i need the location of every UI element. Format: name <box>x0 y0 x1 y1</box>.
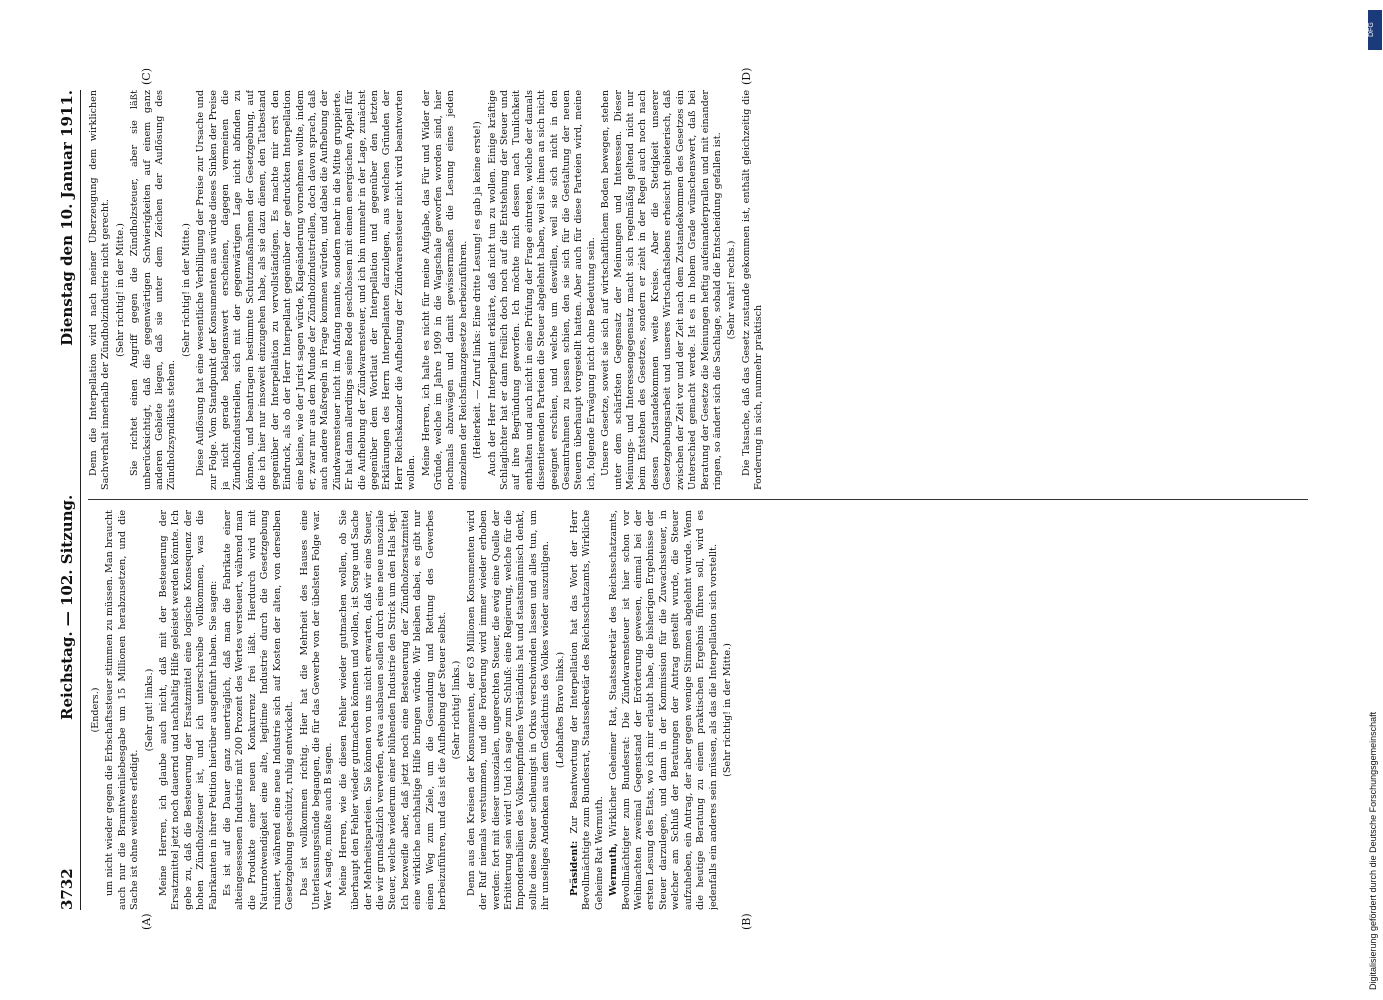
interjection: (Sehr richtig! in der Mitte.) <box>180 223 192 357</box>
interjection: (Enders.) <box>90 687 101 733</box>
header-rule <box>80 90 81 910</box>
column-divider <box>88 499 1308 500</box>
digitization-credit <box>1368 10 1382 990</box>
speech-text: Wirklicher Geheimer Rat, Staatssekretär des Reichsschatzamts, Bevollmächtigter zum Bundesrat: Die Zündwarensteuer ist hier schon vor Weihnachten zweimal Gegenstand der Erörterung gewesen, einmal bei der ersten Lesung des Etats, wo ich mir erlaubt habe, die bisherigen Ergebnisse der Steuer darzulegen, und dann in der Kommission für die Zuwachssteuer, in welcher am Schluß der Beratungen der Antrag gestellt wurde, die Steuer aufzuheben, ein Antrag, der aber gegen wenige Stimmen abgelehnt wurde. Wenn die heutige Beratung zu einem praktischen Ergebnis führen soll, wird es jedenfalls ein anderes sein müssen, als das die Interpellation sich vorstellt. <box>608 510 719 910</box>
speech-text: Zur Beantwortung der Interpellation hat das Wort der Herr Bevollmächtigte zum Bundesrat, Staatssekretär des Reichsschatzamts, Wirkliche Geheime Rat Wermuth. <box>569 510 605 910</box>
paragraph: Es ist auf die Dauer ganz unerträglich, daß man die Fabrikate einer alteingesessenen Industrie mit 200 Prozent des Wertes versteuert, während man die Produkte einer neuen Konkurrenz frei läßt. Hierdurch wird mit Naturnotwendigkeit eine alte, legitime Industrie durch die Gesetzgebung ruiniert, während eine neue Industrie sich auf Kosten der alten, von derselben Gesetzgebung geschützt, ruhig entwickelt. <box>222 510 296 910</box>
paragraph: Meine Herren, ich halte es nicht für meine Aufgabe, das Für und Wider der Gründe, welche im Jahre 1909 in die Wagschale geworfen worden sind, hier nochmals abzuwägen und damit gewissermaßen die Lesung eines jeden einzelnen der Reichsfinanzgesetze herbeizuführen. <box>420 90 469 490</box>
speaker-name: Präsident: <box>569 840 581 896</box>
dfg-logo: DFG <box>1368 10 1382 50</box>
paragraph: um nicht wieder gegen die Erbschaftssteuer stimmen zu müssen. Man braucht auch nur die Branntweinliebesgabe um 15 Millionen herabzusetzen, und die Sache ist ohne weiteres erledigt. <box>104 510 141 910</box>
speech-paragraph <box>608 510 720 910</box>
paragraph: Diese Auflösung hat eine wesentliche Verbilligung der Preise zur Ursache und zur Folge. Vom Standpunkt der Konsumenten aus würde dieses Sinken der Preise ja nicht gerade beklagenswert erscheinen, dagegen vermeinen die Zündholzindustriellen, sich mit der gegenwärtigen Lage nicht abfinden zu können, und beantragen bestimmte Schutzmaßnahmen der Gesetzgebung, auf die ich hier nur insoweit einzugehen habe, als sie dazu dienen, den Tatbestand gegenüber der Interpellation zu vervollständigen. Es machte mir erst den Eindruck, als ob der Herr Interpellant gegenüber der gedruckten Interpellation eine kleine, wie der Jurist sagen würde, Klageänderung vornehmen wollte, indem er, zwar nur aus dem Munde der Zündholzindustriellen, doch davon sprach, daß auch andere Maßregeln in Frage kommen würden, und dabei die Aufhebung der Zündwarensteuer nicht im Anfang nannte, sondern mehr in die Mitte gruppierte. Er hat dann allerdings seine Rede geschlossen mit einem energischen Appell für die Aufhebung der Zündwarensteuer, und ich bin nunmehr in der Lage, zunächst gegenüber dem Wortlaut der Interpellation und gegenüber den letzten Erklärungen des Herrn Interpellanten darzulegen, aus welchen Gründen der Herr Reichskanzler die Aufhebung der Zündwarensteuer nicht wird beantworten wollen. <box>195 90 418 490</box>
page-header <box>58 90 80 910</box>
paragraph: Denn aus den Kreisen der Konsumenten, der 63 Millionen Konsumenten wird der Ruf niemals verstummen, und die Forderung wird immer wieder erhoben werden: fort mit dieser unsozialen, ungerechten Steuer, die ewig eine Quelle der Erbitterung sein wird! Und ich sage zum Schluß: eine Regierung, welche für die Imponderabilien des Volksempfindens Verständnis hat und staatsmännisch denkt, sollte diese Steuer schleunigst in Orkus verschwinden lassen und alles tun, um ihr unseliges Andenken aus dem Gedächtnis des Volkes wieder auszutilgen. <box>465 510 552 910</box>
interjection: (Heiterkeit. — Zuruf links: Eine dritte Lesung! es gab ja keine erste!) <box>472 121 484 459</box>
speech-paragraph <box>569 510 606 910</box>
margin-marker-d: (D) <box>740 67 753 85</box>
interjection: (Sehr gut! links.) <box>143 668 155 752</box>
text-column-left <box>88 510 1288 910</box>
paragraph: Meine Herren, wie die diesen Fehler wieder gutmachen wollen, ob Sie überhaupt den Fehler wieder gutmachen können und wollen, ist Sorge und Sache der Mehrheitsparteien. Sie können von uns nicht erwarten, daß wir eine Steuer, die wir grundsätzlich verwerfen, etwa ausbauen sollen durch eine neue unsoziale Steuer, welche wiederum einer blühenden Industrie den Strick um den Hals legt. Ich bezweifle aber, daß jetzt noch eine Besteuerung der Zündholzersatzmittel eine wirkliche nachhaltige Hilfe bringen würde. Wir bleiben dabei, es gibt nur einen Weg zum Ziele, um die Gesundung und Rettung des Gewerbes herbeizuführen, und das ist die Aufhebung der Steuer selbst. <box>337 510 448 910</box>
interjection: (Sehr richtig! in der Mitte.) <box>721 643 733 777</box>
paragraph: Unsere Gesetze, soweit sie sich auf wirtschaftlichem Boden bewegen, stehen unter dem schärfsten Gegensatz der Meinungen und Interessen. Dieser Meinungs- und Interessengegensatz macht sich regelmäßig geltend nicht nur beim Entstehen des Gesetzes, sondern er zieht in der Regel auch noch nach dessen Zustandekommen weite Kreise. Aber die Stetigkeit unserer Gesetzgebungsarbeit und unseres Wirtschaftslebens erheischt gebieterisch, daß zwischen der Zeit vor und der Zeit nach dem Zustandekommen des Gesetzes ein Unterschied gemacht werde. Ist es in hohem Grade wünschenswert, daß bei Beratung der Gesetze die Meinungen heftig aufeinanderprallen und mit einander ringen, so ändert sich die Sachlage, sobald die Entscheidung gefallen ist. <box>600 90 723 490</box>
interjection: (Lebhaftes Bravo links.) <box>554 651 566 769</box>
paragraph: Sie richtet einen Angriff gegen die Zündholzsteuer, aber sie läßt unberücksichtigt, daß die gegenwärtigen Schwierigkeiten auf einem ganz anderen Gebiete liegen, daß sie unter dem Zeichen der Auflösung des Zündholzsyndikats stehen. <box>129 90 178 490</box>
interjection: (Sehr richtig! in der Mitte.) <box>114 223 126 357</box>
speaker-name: Wermuth, <box>608 842 620 896</box>
margin-marker-a: (A) <box>140 913 153 930</box>
paragraph: Das ist vollkommen richtig. Hier hat die Mehrheit des Hauses eine Unterlassungssünde begangen, die für das Gewerbe von der übelsten Folge war. Wer A sagte, mußte auch B sagen. <box>298 510 335 910</box>
page-number: 3732 <box>58 868 76 910</box>
credit-text: Digitalisierung gefördert durch die Deutsche Forschungsgemeinschaft <box>1368 711 1378 990</box>
paragraph: Die Tatsache, daß das Gesetz zustande gekommen ist, enthält gleichzeitig die Forderung in sich, nunmehr praktisch <box>740 90 765 490</box>
interjection: (Sehr richtig! links.) <box>451 660 463 760</box>
margin-marker-b: (B) <box>740 913 753 930</box>
text-column-right <box>88 90 1288 490</box>
header-right-title: Dienstag den 10. Januar 1911. <box>58 90 76 346</box>
header-left-title: Reichstag. — 102. Sitzung. <box>58 494 76 720</box>
margin-marker-c: (C) <box>140 68 153 85</box>
paragraph: Denn die Interpellation wird nach meiner Überzeugung dem wirklichen Sachverhalt innerhalb der Zündholzindustrie nicht gerecht. <box>88 90 112 490</box>
paragraph: Meine Herren, ich glaube auch nicht, daß mit der Besteuerung der Ersatzmittel jetzt noch dauernd und nachhaltig Hilfe geleistet werden könnte. Ich gebe zu, daß die Besteuerung der Ersatzmittel eine logische Konsequenz der hohen Zündholzsteuer ist, und ich unterschreibe vollkommen, was die Fabrikanten in ihrer Petition hierüber ausgeführt haben. Sie sagen: <box>158 510 219 910</box>
paragraph: Auch der Herr Interpellant erklärte, daß nicht tun zu wollen. Einige kräftige Schlaglichter hat er dann freilich doch noch auf die Entstehung der Steuer und auf ihre Begründung geworfen. Ich möchte mich dessen nach Tunlichkeit enthalten und auch nicht in eine Prüfung der Frage eintreten, welche der damals dissentierenden Parteien die Steuer abgelehnt haben, weil sie ihnen an sich nicht geeignet erschien, und welche um deswillen, weil sie sich nicht in den Gesamtrahmen zu passen schien, den sie sich für die Gestaltung der neuen Steuern überhaupt vorgestellt hatten. Aber auch für diese Parteien wird, meine ich, folgende Erwägung nicht ohne Bedeutung sein. <box>486 90 597 490</box>
interjection: (Sehr wahr! rechts.) <box>726 240 738 340</box>
